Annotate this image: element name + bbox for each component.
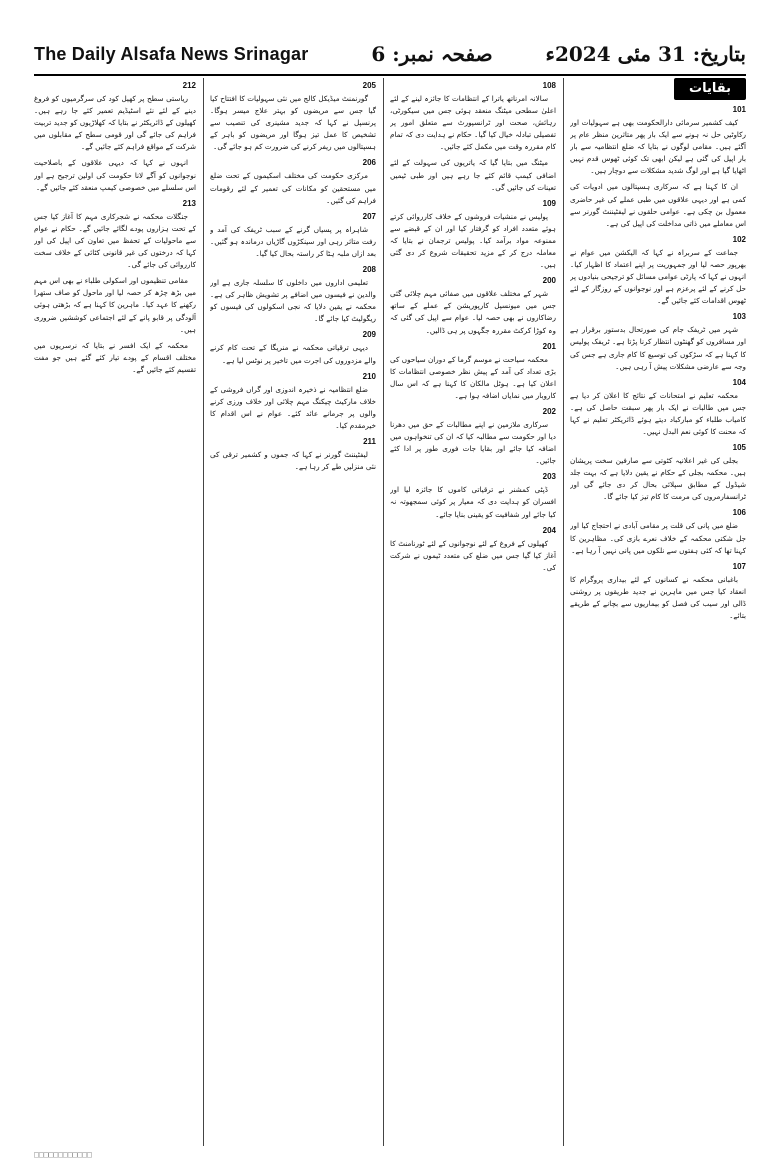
article-paragraph: جنگلات محکمہ نے شجرکاری مہم کا آغاز کیا جس کے تحت ہزاروں پودے لگائے جائیں گے۔ حکام نے عوام سے ماحولیات کے تحفظ میں تعاون کی اپیل کی اور کہا کہ درختوں کی غیر قانونی کٹائی کے خلاف سخت کارروائی کی جائے گی۔	[34, 211, 196, 270]
section-title: بقایات	[674, 78, 746, 100]
article-paragraph: میٹنگ میں بتایا گیا کہ یاتریوں کی سہولت کے لئے اضافی کیمپ قائم کئے جا رہے ہیں اور طبی ٹیمیں تعینات کی جائیں گی۔	[390, 158, 556, 192]
article-paragraph: لیفٹیننٹ گورنر نے کہا کہ جموں و کشمیر ترقی کی نئی منزلیں طے کر رہا ہے۔	[210, 449, 376, 472]
article-paragraph: کیف کشمیر سرمائی دارالحکومت بھی ہے سہولیات اور رکاوٹیں حل نہ ہونے سے ایک بار پھر متاثرین منظر عام پر آگئے ہیں۔ مقامی لوگوں نے بتایا کہ ضلع انتظامیہ سے بار بار اپیل کی گئی ہے لیکن ابھی تک کوئی ٹھوس قدم نہیں اٹھایا گیا ہے اور لوگ شدید مشکلات سے دوچار ہیں۔	[570, 118, 746, 176]
article-number: 202	[542, 406, 556, 416]
article-number: 108	[542, 81, 556, 90]
article-paragraph: ڈپٹی کمشنر نے ترقیاتی کاموں کا جائزہ لیا اور افسران کو ہدایت دی کہ معیار پر کوئی سمجھوتہ نہ کیا جائے اور شفافیت کو یقینی بنایا جائے۔	[390, 485, 556, 519]
article-number: 213	[182, 198, 196, 208]
article-paragraph: محکمہ کے ایک افسر نے بتایا کہ نرسریوں میں مختلف اقسام کے پودے تیار کئے گئے ہیں جو مفت تقسیم کئے جائیں گے۔	[34, 340, 196, 374]
article-paragraph: محکمہ سیاحت نے موسم گرما کے دوران سیاحوں کی بڑی تعداد کی آمد کے پیش نظر خصوصی انتظامات کا اعلان کیا ہے۔ ہوٹل مالکان کا کہنا ہے کہ اس سال کاروبار میں نمایاں اضافہ ہوا ہے۔	[390, 354, 556, 400]
article-number: 103	[732, 312, 746, 322]
column-2	[390, 78, 556, 1146]
paper-name: The Daily Alsafa News Srinagar	[34, 43, 309, 64]
date-label: بتاریخ: 31 مئی 2024ء	[545, 42, 746, 66]
page-number-label: صفحہ نمبر: 6	[371, 42, 493, 66]
article-paragraph: جماعت کے سربراہ نے کہا کہ الیکشن میں عوام نے بھرپور حصہ لیا اور جمہوریت پر اپنے اعتماد کا اظہار کیا۔ انہوں نے کہا کہ پارٹی عوامی مسائل کو ترجیحی بنیادوں پر حل کرنے کے لئے پرعزم ہے اور نوجوانوں کے روزگار کے لئے ٹھوس اقدامات کئے جائیں گے۔	[570, 247, 746, 306]
article-number: 207	[362, 211, 376, 221]
article-number: 205	[362, 81, 376, 90]
masthead	[34, 34, 746, 76]
article-paragraph: ضلع انتظامیہ نے ذخیرہ اندوزی اور گراں فروشی کے خلاف مارکیٹ چیکنگ مہم چلائی اور خلاف ورزی کرنے والوں پر جرمانے عائد کئے۔ عوام نے اس اقدام کا خیرمقدم کیا۔	[210, 384, 376, 430]
article-number: 201	[542, 341, 556, 351]
article-number: 107	[732, 561, 746, 571]
article-number: 210	[362, 371, 376, 381]
article-number: 102	[732, 234, 746, 244]
article-number: 105	[732, 443, 746, 453]
article-paragraph: شہر میں ٹریفک جام کی صورتحال بدستور برقرار ہے اور مسافروں کو گھنٹوں انتظار کرنا پڑتا ہے۔ ٹریفک پولیس کا کہنا ہے کہ سڑکوں کی توسیع کا کام جاری ہے جس کی وجہ سے عارضی مشکلات پیش آ رہی ہیں۔	[570, 325, 746, 371]
article-paragraph: تعلیمی اداروں میں داخلوں کا سلسلہ جاری ہے اور والدین نے فیسوں میں اضافے پر تشویش ظاہر کی ہے۔ محکمہ نے یقین دلایا کہ نجی اسکولوں کی فیسوں کو ریگولیٹ کیا جائے گا۔	[210, 278, 376, 324]
article-paragraph: مقامی تنظیموں اور اسکولی طلباء نے بھی اس مہم میں بڑھ چڑھ کر حصہ لیا اور ماحول کو صاف ستھرا رکھنے کا عہد کیا۔ ماہرین کا کہنا ہے کہ بڑھتی ہوئی آلودگی پر قابو پانے کے لئے اجتماعی کوششیں ضروری ہیں۔	[34, 276, 196, 334]
column-4	[34, 78, 196, 1146]
footer-strip: □□□□□□□□□□□□	[34, 1150, 92, 1159]
article-paragraph: دیہی ترقیاتی محکمہ نے منریگا کے تحت کام کرنے والے مزدوروں کی اجرت میں تاخیر پر نوٹس لیا ہے۔	[210, 343, 376, 365]
column-1	[570, 78, 746, 1146]
article-paragraph: شاہراہ پر پسیاں گرنے کے سبب ٹریفک کی آمد و رفت متاثر رہی اور سینکڑوں گاڑیاں درماندہ ہو گئیں۔ بعد ازاں ملبہ ہٹا کر راستہ بحال کیا گیا۔	[210, 224, 376, 258]
column-divider	[203, 78, 204, 1146]
article-paragraph: ریاستی سطح پر کھیل کود کی سرگرمیوں کو فروغ دینے کے لئے نئے اسٹیڈیم تعمیر کئے جا رہے ہیں۔ کھیلوں کے ڈائریکٹر نے بتایا کہ کھلاڑیوں کو جدید تربیت فراہم کی جائے گی اور قومی سطح کے مقابلوں میں شرکت کے مواقع فراہم کئے جائیں گے۔	[34, 94, 196, 152]
article-paragraph: شہر کے مختلف علاقوں میں صفائی مہم چلائی گئی جس میں میونسپل کارپوریشن کے عملے کے ساتھ رضاکاروں نے بھی حصہ لیا۔ عوام سے اپیل کی گئی کہ وہ کوڑا کرکٹ مقررہ جگہوں پر ہی ڈالیں۔	[390, 289, 556, 335]
article-paragraph: ضلع میں پانی کی قلت پر مقامی آبادی نے احتجاج کیا اور جل شکتی محکمہ کے خلاف نعرے بازی کی۔ مظاہرین کا کہنا تھا کہ کئی ہفتوں سے نلکوں میں پانی نہیں آ رہا ہے۔	[570, 521, 746, 555]
article-number: 101	[732, 105, 746, 114]
article-paragraph: بجلی کی غیر اعلانیہ کٹوتی سے صارفین سخت پریشان ہیں۔ محکمہ بجلی کے حکام نے یقین دلایا ہے کہ بہت جلد شیڈول کے مطابق سپلائی بحال کر دی جائے گی اور ٹرانسفارمروں کی مرمت کا کام تیز کیا جائے گا۔	[570, 456, 746, 502]
article-paragraph: باغبانی محکمہ نے کسانوں کے لئے بیداری پروگرام کا انعقاد کیا جس میں ماہرین نے جدید طریقوں پر روشنی ڈالی اور سیب کی فصل کو بیماریوں سے بچانے کے طریقے بتائے۔	[570, 574, 746, 620]
article-paragraph: مرکزی حکومت کی مختلف اسکیموں کے تحت ضلع میں مستحقین کو مکانات کی تعمیر کے لئے رقومات فراہم کی گئیں۔	[210, 171, 376, 205]
column-divider	[383, 78, 384, 1146]
article-number: 209	[362, 330, 376, 340]
column-divider	[563, 78, 564, 1146]
article-number: 212	[182, 81, 196, 90]
article-paragraph: گورنمنٹ میڈیکل کالج میں نئی سہولیات کا افتتاح کیا گیا جس سے مریضوں کو بہتر علاج میسر ہوگا۔ پرنسپل نے کہا کہ جدید مشینری کی تنصیب سے تشخیص کا عمل تیز ہوگا اور مریضوں کو باہر کے ہسپتالوں میں ریفر کرنے کی ضرورت کم ہو جائے گی۔	[210, 94, 376, 152]
article-number: 211	[363, 436, 376, 446]
article-number: 204	[542, 525, 556, 535]
article-number: 109	[542, 198, 556, 208]
article-paragraph: محکمہ تعلیم نے امتحانات کے نتائج کا اعلان کر دیا ہے جس میں طالبات نے ایک بار پھر سبقت حاصل کی ہے۔ کامیاب طلباء کو مبارکباد دیتے ہوئے ڈائریکٹر تعلیم نے کہا کہ محنت کا کوئی نعم البدل نہیں۔	[570, 390, 746, 436]
article-paragraph: انہوں نے کہا کہ دیہی علاقوں کے باصلاحیت نوجوانوں کو آگے لانا حکومت کی اولین ترجیح ہے اور اس سلسلے میں خصوصی کیمپ منعقد کئے جائیں گے۔	[34, 158, 196, 192]
article-paragraph: سالانہ امرناتھ یاترا کے انتظامات کا جائزہ لینے کے لئے اعلیٰ سطحی میٹنگ منعقد ہوئی جس میں سیکورٹی، رہائش، صحت اور ٹرانسپورٹ سے متعلق امور پر تفصیلی تبادلہ خیال کیا گیا۔ حکام نے ہدایت دی کہ تمام کام مقررہ وقت میں مکمل کئے جائیں۔	[390, 94, 556, 152]
article-paragraph: ان کا کہنا ہے کہ سرکاری ہسپتالوں میں ادویات کی کمی ہے اور دیہی علاقوں میں طبی عملے کی غیر حاضری معمول بن چکی ہے۔ عوامی حلقوں نے لیفٹیننٹ گورنر سے اس معاملے میں ذاتی مداخلت کی اپیل کی ہے۔	[570, 182, 746, 228]
article-paragraph: سرکاری ملازمین نے اپنے مطالبات کے حق میں دھرنا دیا اور حکومت سے مطالبہ کیا کہ ان کی تنخواہوں میں اضافہ کیا جائے اور بقایا جات فوری طور پر ادا کئے جائیں۔	[390, 419, 556, 466]
article-paragraph: پولیس نے منشیات فروشوں کے خلاف کارروائی کرتے ہوئے متعدد افراد کو گرفتار کیا اور ان کے قبضے سے ممنوعہ مواد برآمد کیا۔ پولیس ترجمان نے بتایا کہ معاملہ درج کر کے مزید تحقیقات شروع کر دی گئی ہیں۔	[390, 211, 556, 270]
article-number: 203	[542, 472, 556, 482]
article-number: 104	[732, 377, 746, 387]
article-number: 200	[542, 276, 556, 286]
article-number: 106	[732, 508, 746, 518]
column-3	[210, 78, 376, 1146]
article-number: 206	[362, 158, 376, 168]
newspaper-page	[34, 78, 746, 1146]
article-paragraph: کھیلوں کے فروغ کے لئے نوجوانوں کے لئے ٹورنامنٹ کا آغاز کیا گیا جس میں ضلع کی متعدد ٹیموں نے شرکت کی۔	[390, 538, 556, 572]
article-number: 208	[362, 265, 376, 275]
